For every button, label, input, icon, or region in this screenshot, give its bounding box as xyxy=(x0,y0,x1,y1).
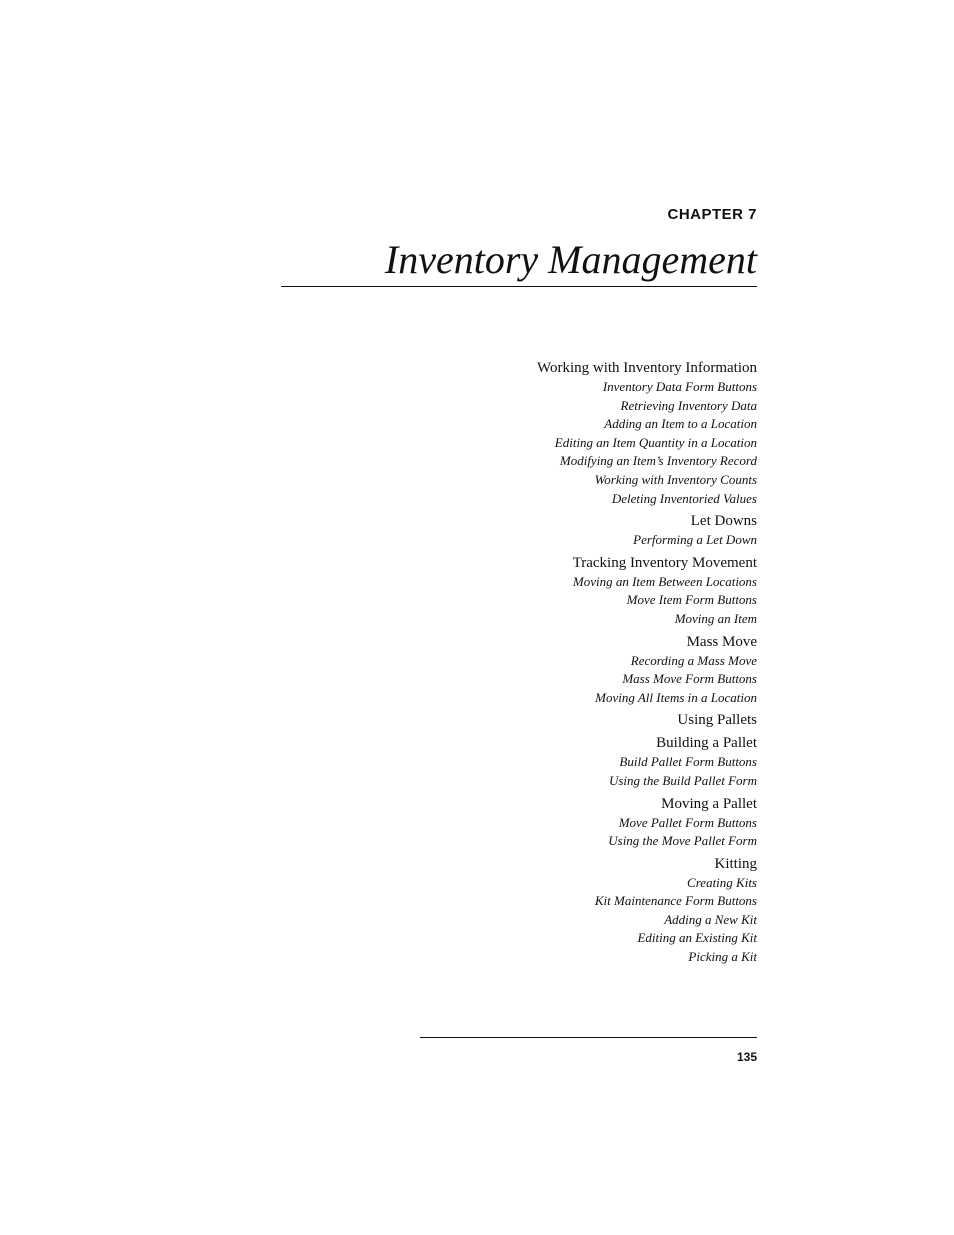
toc-subsection-link[interactable]: Moving All Items in a Location xyxy=(595,689,757,705)
toc-section-link[interactable]: Mass Move xyxy=(686,633,757,650)
toc-section-link[interactable]: Let Downs xyxy=(690,513,757,530)
toc-subsection-link[interactable]: Build Pallet Form Buttons xyxy=(619,754,757,770)
toc-subsection-link[interactable]: Adding an Item to a Location xyxy=(604,416,757,432)
toc-subsection-link[interactable]: Mass Move Form Buttons xyxy=(622,671,757,687)
toc-subsection-link[interactable]: Deleting Inventoried Values xyxy=(611,490,757,506)
toc-subsection-link[interactable]: Working with Inventory Counts xyxy=(594,471,757,487)
toc-subsection-link[interactable]: Retrieving Inventory Data xyxy=(620,397,757,413)
toc-subsection-link[interactable]: Editing an Existing Kit xyxy=(637,930,757,946)
toc-subsection-link[interactable]: Using the Build Pallet Form xyxy=(608,772,757,788)
toc-subsection-link[interactable]: Performing a Let Down xyxy=(633,532,757,548)
toc-section-link[interactable]: Moving a Pallet xyxy=(661,795,757,812)
title-divider xyxy=(281,286,757,287)
toc-subsection-link[interactable]: Moving an Item xyxy=(674,610,757,626)
toc-subsection-link[interactable]: Kit Maintenance Form Buttons xyxy=(594,893,757,909)
toc-subsection-link[interactable]: Move Item Form Buttons xyxy=(626,592,757,608)
toc-subsection-link[interactable]: Recording a Mass Move xyxy=(630,652,757,668)
chapter-label: CHAPTER 7 xyxy=(667,206,757,223)
chapter-title: Inventory Management xyxy=(384,237,757,282)
toc-subsection-link[interactable]: Adding a New Kit xyxy=(664,911,757,927)
toc-section-link[interactable]: Working with Inventory Information xyxy=(537,360,757,376)
toc-subsection-link[interactable]: Editing an Item Quantity in a Location xyxy=(554,434,757,450)
toc-section-link[interactable]: Using Pallets xyxy=(677,712,757,729)
toc-subsection-link[interactable]: Inventory Data Form Buttons xyxy=(602,379,757,394)
toc-section-link[interactable]: Kitting xyxy=(714,855,757,872)
page-number: 135 xyxy=(736,1050,757,1064)
footer-divider xyxy=(420,1037,757,1038)
toc-subsection-link[interactable]: Moving an Item Between Locations xyxy=(572,573,757,589)
toc-subsection-link[interactable]: Picking a Kit xyxy=(688,949,757,965)
toc-section-link[interactable]: Tracking Inventory Movement xyxy=(572,554,757,571)
toc-section-link[interactable]: Building a Pallet xyxy=(656,735,757,752)
toc-subsection-link[interactable]: Modifying an Item’s Inventory Record xyxy=(559,453,757,469)
chapter-contents-list xyxy=(537,359,757,967)
toc-subsection-link[interactable]: Using the Move Pallet Form xyxy=(608,833,757,849)
toc-subsection-link[interactable]: Creating Kits xyxy=(687,874,757,890)
toc-subsection-link[interactable]: Move Pallet Form Buttons xyxy=(618,814,757,830)
